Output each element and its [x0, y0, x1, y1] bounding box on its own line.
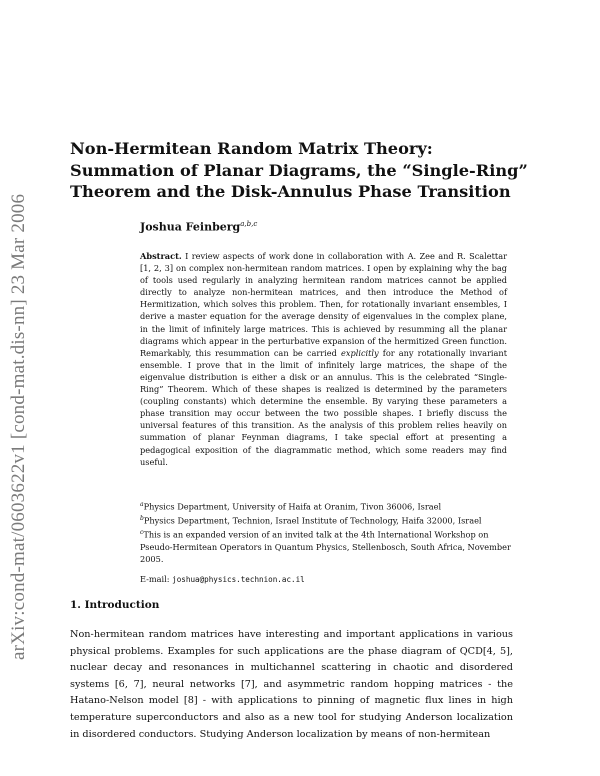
author-affiliation-marks: a,b,c [240, 220, 258, 228]
abstract-label: Abstract. [140, 251, 182, 261]
abstract-text: I review aspects of work done in collaboration with A. Zee and R. Scalettar [1, 2, 3] on complex non-hermitean random matrices. I open by explaining why the bag of tools used regularly in analyzing hermitean random matrices cannot be applied directly to analyze non-hermitean matrices, and then introduce the Method of Hermitization, which solves this problem. Then, for rotationally invariant ensembles, I derive a master equation for the average density of eigenvalues in the complex plane, in the limit of infinitely large matrices. This is achieved by resumming all the planar diagrams which appear in the perturbative expansion of the hermitized Green function. Remarkably, this resummation can be carried [140, 251, 507, 358]
author [140, 220, 257, 234]
footnote-mark: a [140, 501, 144, 508]
footnote-mark: c [140, 528, 144, 536]
title-line: Theorem and the Disk-Annulus Phase Transition [70, 182, 511, 201]
title-line: Summation of Planar Diagrams, the “Single-Ring” [70, 160, 528, 180]
paper-title [70, 138, 540, 203]
email-line [140, 573, 520, 586]
footnote-text: Physics Department, Technion, Israel Institute of Technology, Haifa 32000, Israel [143, 515, 482, 526]
abstract [140, 250, 507, 468]
footnote [140, 527, 520, 565]
footnote [140, 513, 520, 527]
abstract-emphasis: explicitly [341, 347, 379, 358]
title-line: Non-Hermitean Random Matrix Theory: [70, 139, 433, 158]
affiliation-footnotes [140, 499, 520, 586]
footnote-text: Physics Department, University of Haifa at Oranim, Tivon 36006, Israel [143, 501, 442, 512]
email-label: E-mail: [140, 574, 170, 585]
arxiv-identifier: arXiv:cond-mat/0603622v1 [cond-mat.dis-nn] 23 Mar 2006 [8, 193, 29, 660]
footnote [140, 499, 520, 513]
email-address: joshua@physics.technion.ac.il [172, 575, 305, 585]
abstract-text: for any rotationally invariant ensemble. I prove that in the limit of infinitely large matrices, the shape of the eigenvalue distribution is either a disk or an annulus. This is the celebrated “Single-Ring” Theorem. Which of these shapes is realized is determined by the parameters (coupling constants) which determine the ensemble. By varying these parameters a phase transition may occur between the two possible shapes. I briefly discuss the universal features of this transition. As the analysis of this problem relies heavily on summation of planar Feynman diagrams, I take special effort at presenting a pedagogical exposition of the diagrammatic method, which some readers may find useful. [140, 347, 507, 467]
author-name: Joshua Feinberg [140, 220, 241, 234]
footnote-mark: b [140, 514, 144, 522]
footnote-text: This is an expanded version of an invited talk at the 4th International Workshop on Pseudo-Hermitean Operators in Quantum Physics, Stellenbosch, South Africa, November 2005. [140, 529, 511, 565]
section-body: Non-hermitean random matrices have interesting and important applications in various physical problems. Examples for such applications are the phase diagram of QCD[4, 5], nuclear decay and resonances in multichannel scattering in chaotic and disordered systems [6, 7], neural networks [7], and asymmetric random hopping matrices - the Hatano-Nelson model [8] - with applications to pinning of magnetic flux lines in high temperature superconductors and also as a new tool for studying Anderson localization in disordered conductors. Studying Anderson localization by means of non-hermitean [70, 629, 513, 740]
section-heading: 1. Introduction [70, 599, 160, 611]
